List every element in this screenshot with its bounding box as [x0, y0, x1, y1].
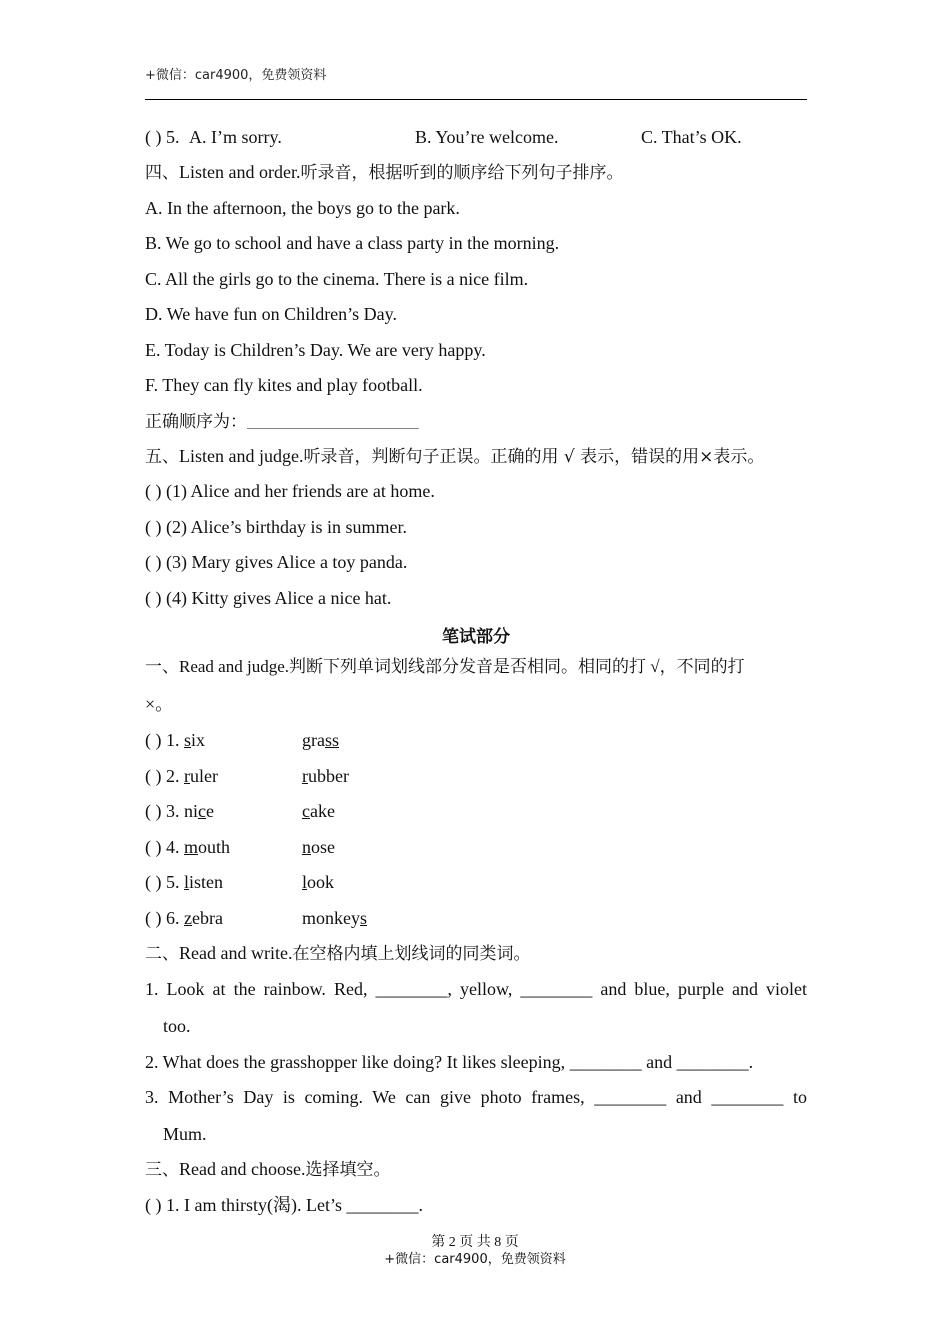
listening-q5-prefix: ( ) 5. — [145, 127, 180, 147]
listening-q5-option-a: A. I’m sorry. — [189, 127, 282, 147]
written-part2-q3: 3. Mother’s Day is coming. We can give photo frames, ________ and ________ to — [145, 1087, 807, 1107]
part4-answer-line: 正确顺序为： — [145, 410, 419, 433]
part4-item-f: F. They can fly kites and play football. — [145, 375, 423, 395]
part4-item-b: B. We go to school and have a class party in the morning. — [145, 233, 560, 253]
judge-row-6-word2: monkeys — [302, 908, 368, 928]
written-part2-title: 二、Read and write.在空格内填上划线词的同类词。 — [145, 943, 531, 964]
part5-title: 五、Listen and judge.听录音，判断句子正误。正确的用 √ 表示，错误的用×表示。 — [145, 446, 765, 467]
judge-row-5-word2: look — [302, 872, 335, 892]
part4-item-c: C. All the girls go to the cinema. There is a nice film. — [145, 269, 529, 289]
listening-q5-option-c: C. That’s OK. — [641, 127, 742, 147]
part5-item-3: ( ) (3) Mary gives Alice a toy panda. — [145, 552, 408, 572]
part5-item-4: ( ) (4) Kitty gives Alice a nice hat. — [145, 588, 392, 608]
written-part3-q1: ( ) 1. I am thirsty(渴). Let’s ________. — [145, 1195, 423, 1215]
judge-row-6-word1: ( ) 6. zebra — [145, 908, 223, 928]
written-part3-title: 三、Read and choose.选择填空。 — [145, 1159, 391, 1180]
judge-row-1-word1: ( ) 1. six — [145, 730, 206, 750]
judge-row-3-word2: cake — [302, 801, 335, 821]
judge-row-3-word1: ( ) 3. nice — [145, 801, 215, 821]
written-part2-q3-cont: Mum. — [163, 1124, 207, 1144]
judge-row-2-word1: ( ) 2. ruler — [145, 766, 218, 786]
answer-blank[interactable] — [247, 412, 419, 429]
judge-row-4-word2: nose — [302, 837, 335, 857]
listening-q5-option-b: B. You’re welcome. — [415, 127, 559, 147]
judge-row-2-word2: rubber — [302, 766, 349, 786]
written-part2-q2: 2. What does the grasshopper like doing? It likes sleeping, ________ and ________. — [145, 1052, 754, 1072]
judge-row-5-word1: ( ) 5. listen — [145, 872, 224, 892]
part5-item-2: ( ) (2) Alice’s birthday is in summer. — [145, 517, 407, 537]
part4-item-d: D. We have fun on Children’s Day. — [145, 304, 397, 324]
part5-item-1: ( ) (1) Alice and her friends are at home. — [145, 481, 435, 501]
written-heading: 笔试部分 — [442, 627, 510, 647]
header-ad: +微信：car4900，免费领资料 — [145, 68, 327, 83]
judge-row-1-word2: grass — [302, 730, 339, 750]
judge-row-4-word1: ( ) 4. mouth — [145, 837, 231, 857]
page-number: 第 2 页 共 8 页 — [431, 1235, 519, 1250]
footer-ad: +微信：car4900，免费领资料 — [384, 1252, 566, 1267]
written-part2-q1: 1. Look at the rainbow. Red, ________, yellow, ________ and blue, purple and violet — [145, 979, 807, 999]
written-part2-q1-cont: too. — [163, 1016, 191, 1036]
header-rule — [145, 99, 807, 100]
part4-item-e: E. Today is Children’s Day. We are very happy. — [145, 340, 486, 360]
written-part1-title-cont: ×。 — [145, 694, 174, 714]
written-part1-title: 一、Read and judge.判断下列单词划线部分发音是否相同。相同的打 √，不同的打 — [145, 657, 745, 676]
part4-item-a: A. In the afternoon, the boys go to the park. — [145, 198, 460, 218]
part4-title: 四、Listen and order.听录音，根据听到的顺序给下列句子排序。 — [145, 162, 624, 183]
